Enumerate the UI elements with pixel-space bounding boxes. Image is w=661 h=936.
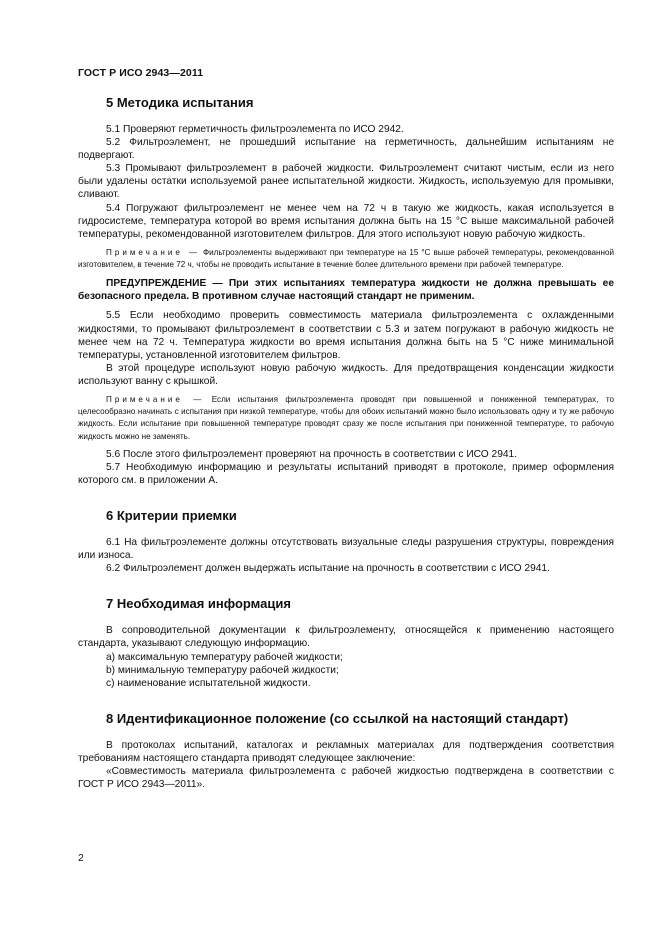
note-1-label: Примечание — bbox=[106, 247, 200, 257]
paragraph-5-1: 5.1 Проверяют герметичность фильтроэлемента по ИСО 2942. bbox=[106, 124, 404, 135]
paragraph-5-5-cont: В этой процедуре используют новую рабочую жидкость. Для предотвращения конденсации жидкости используют ванну с крышкой. bbox=[78, 362, 614, 387]
paragraph-5-3: 5.3 Промывают фильтроэлемент в рабочей жидкости. Фильтроэлемент считают чистым, если из него были удалены остатки используемой ранее испытательной жидкости. Жидкость, используемую для промывки, сливают. bbox=[78, 163, 614, 201]
list-item: b) минимальную температуру рабочей жидкости; bbox=[106, 664, 339, 676]
section-6-title: 6 Критерии приемки bbox=[106, 508, 237, 524]
paragraph-6-1: 6.1 На фильтроэлементе должны отсутствовать визуальные следы разрушения структуры, повреждения или износа. bbox=[78, 537, 614, 562]
paragraph-5-2: 5.2 Фильтроэлемент, не прошедший испытание на герметичность, дальнейшим испытаниям не подвергают. bbox=[78, 137, 614, 162]
note-2-label: Примечание — bbox=[106, 395, 205, 404]
section-8-title: 8 Идентификационное положение (со ссылкой на настоящий стандарт) bbox=[106, 710, 569, 726]
info-list bbox=[78, 651, 614, 690]
list-item: с) наименование испытательной жидкости. bbox=[106, 677, 311, 689]
paragraph-8-1: В протоколах испытаний, каталогах и рекламных материалах для подтверждения соответствия требованиям настоящего стандарта приводят следующее заключение: bbox=[78, 739, 614, 764]
document-body bbox=[78, 88, 614, 791]
page-number: 2 bbox=[78, 852, 84, 864]
paragraph-6-2: 6.2 Фильтроэлемент должен выдержать испытание на прочность в соответствии с ИСО 2941. bbox=[106, 563, 550, 575]
section-7-title: 7 Необходимая информация bbox=[106, 596, 291, 612]
paragraph-5-6: 5.6 После этого фильтроэлемент проверяют на прочность в соответствии с ИСО 2941. bbox=[106, 448, 518, 460]
paragraph-5-4: 5.4 Погружают фильтроэлемент не менее чем на 72 ч в такую же жидкость, какая используется в гидросистеме, температура которой во время испытания должна быть на 15 °С выше максимальной рабочей температуры, рекомендованной изготовителем фильтров. Для этого используют новую рабочую жидкость. bbox=[78, 202, 614, 240]
note-2 bbox=[78, 394, 614, 443]
list-item: а) максимальную температуру рабочей жидкости; bbox=[106, 651, 343, 663]
section-5-title: 5 Методика испытания bbox=[106, 95, 254, 110]
paragraph-5-7: 5.7 Необходимую информацию и результаты испытаний приводят в протоколе, пример оформления которого см. в приложении А. bbox=[78, 461, 614, 486]
paragraph-7-intro: В сопроводительной документации к фильтроэлементу, относящейся к применению настоящего стандарта, указывают следующую информацию. bbox=[78, 625, 614, 650]
warning-paragraph: ПРЕДУПРЕЖДЕНИЕ — При этих испытаниях температура жидкости не должна превышать ее безопасного предела. В противном случае настоящий стандарт не применим. bbox=[78, 278, 614, 303]
paragraph-8-2: «Совместимость материала фильтроэлемента с рабочей жидкостью подтверждена в соответствии с ГОСТ Р ИСО 2943—2011». bbox=[78, 766, 614, 791]
note-1 bbox=[78, 247, 614, 271]
note-1-text: Фильтроэлементы выдерживают при температуре на 15 °С выше рабочей температуры, рекомендованной изготовителем, в течение 72 ч, чтобы не проводить испытание в течение более длительного времени при рабочей температуре. bbox=[78, 247, 615, 270]
paragraph-5-5: 5.5 Если необходимо проверить совместимость материала фильтроэлемента с охлажденными жидкостями, то промывают фильтроэлемент в соответствии с 5.3 и затем погружают в рабочую жидкость не менее чем на 72 ч. Температура жидкости во время испытания должна быть на 5 °С ниже минимальной температуры, установленной изготовителем фильтров. bbox=[78, 310, 614, 361]
document-header: ГОСТ Р ИСО 2943—2011 bbox=[78, 67, 204, 79]
note-2-text: Если испытания фильтроэлемента проводят при повышенной и пониженной температурах, то целесообразно начинать с испытания при низкой температуре, чтобы для обоих испытаний можно было использовать одну и ту же рабочую жидкость. Если испытание при повышенной температуре проводят сразу же после испытания при пониженной температуре, то рабочую жидкость можно не заменять. bbox=[78, 395, 614, 441]
